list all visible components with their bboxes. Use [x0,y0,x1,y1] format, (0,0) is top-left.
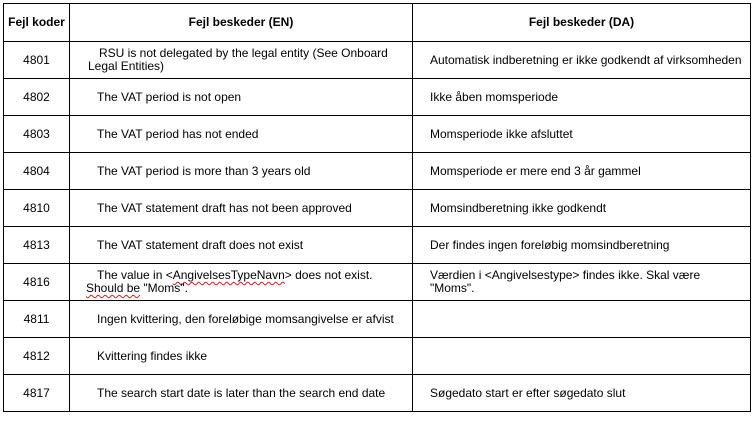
error-message-en-text: > does not exist. [284,268,373,282]
error-message-en-text: The value in < [97,268,173,282]
error-message-en-cell [70,375,413,412]
error-code-cell: 4804 [4,153,70,190]
error-message-en-cell [70,227,413,264]
error-message-da-cell: Momsperiode ikke afsluttet [413,116,751,153]
table-row [4,301,751,338]
error-code-cell: 4816 [4,264,70,301]
error-message-da-cell [413,301,751,338]
header-error-messages-da: Fejl beskeder (DA) [413,4,751,42]
error-message-da-cell: Værdien i <Angivelsestype> findes ikke. Skal være "Moms". [413,264,751,301]
error-code-table-container [3,3,751,412]
error-code-cell: 4803 [4,116,70,153]
error-message-da-cell: Momsperiode er mere end 3 år gammel [413,153,751,190]
error-code-cell: 4811 [4,301,70,338]
error-message-da-cell: Automatisk indberetning er ikke godkendt af virksomheden [413,42,751,79]
error-code-table [3,3,751,412]
header-error-codes: Fejl koder [4,4,70,42]
error-message-en-text: Ingen kvittering, den foreløbige momsangivelse er afvist [97,311,394,326]
error-message-en-cell [70,338,413,375]
error-code-cell: 4813 [4,227,70,264]
error-message-da-cell: Momsindberetning ikke godkendt [413,190,751,227]
error-message-en-cell [70,116,413,153]
error-message-en-text: "Moms". [140,281,188,295]
error-code-cell: 4812 [4,338,70,375]
error-message-en-text: The VAT period is not open [97,89,242,104]
table-row [4,190,751,227]
error-code-cell: 4810 [4,190,70,227]
error-code-cell: 4801 [4,42,70,79]
error-message-en-cell [70,79,413,116]
table-header-row [4,4,751,42]
table-row [4,264,751,301]
table-row [4,79,751,116]
table-row [4,338,751,375]
error-message-da-cell [413,338,751,375]
table-row [4,116,751,153]
error-message-en-text: The VAT statement draft does not exist [97,237,304,252]
error-message-en-text: The VAT period is more than 3 years old [97,163,311,178]
table-row [4,375,751,412]
error-message-en-cell [70,301,413,338]
error-message-da-cell: Der findes ingen foreløbig momsindberetning [413,227,751,264]
error-code-cell: 4802 [4,79,70,116]
error-message-da-cell: Søgedato start er efter søgedato slut [413,375,751,412]
spellcheck-flagged-phrase: Should be [86,281,141,295]
error-message-en-cell [70,153,413,190]
error-message-en-text: RSU is not delegated by the legal entity (See Onboard Legal Entities) [88,46,388,73]
error-message-da-cell: Ikke åben momsperiode [413,79,751,116]
table-row [4,42,751,79]
error-message-en-cell [70,264,413,301]
header-error-messages-en: Fejl beskeder (EN) [70,4,413,42]
error-message-en-cell [70,42,413,79]
error-code-cell: 4817 [4,375,70,412]
error-message-en-text: The VAT period has not ended [97,126,259,141]
error-message-en-text: Kvittering findes ikke [97,348,208,363]
error-message-en-text: The VAT statement draft has not been approved [97,200,352,215]
error-message-en-text: The search start date is later than the search end date [97,385,386,400]
spellcheck-flagged-word: AngivelsesTypeNavn [172,268,285,282]
error-message-en-cell [70,190,413,227]
table-row [4,153,751,190]
table-row [4,227,751,264]
